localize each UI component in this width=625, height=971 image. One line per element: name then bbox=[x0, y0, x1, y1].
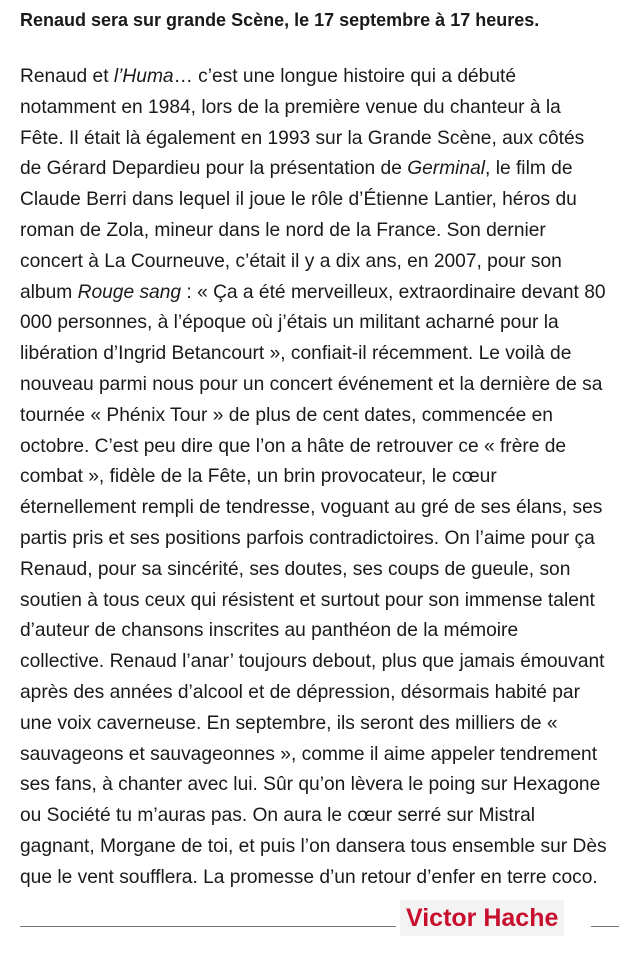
article-line bbox=[20, 616, 620, 647]
article-text: d’auteur de chansons inscrites au panthéon de la mémoire bbox=[20, 620, 519, 642]
article-text: partis pris et ses positions parfois contradictoires. On l’aime pour ça bbox=[20, 527, 595, 549]
italic-title: Rouge sang bbox=[77, 281, 182, 303]
article-text: collective. Renaud l’anar’ toujours debout, plus que jamais émouvant bbox=[20, 651, 605, 673]
article-text: après des années d’alcool et de dépression, désormais habité par bbox=[20, 681, 580, 703]
article-text: sauvageons et sauvageonnes », comme il aime appeler tendrement bbox=[20, 743, 598, 765]
article-text: album bbox=[20, 281, 78, 303]
article-line bbox=[20, 832, 620, 863]
article-body bbox=[20, 62, 620, 894]
article-text: soutien à tous ceux qui résistent et surtout pour son immense talent bbox=[20, 589, 595, 611]
article-text: Renaud, pour sa sincérité, ses doutes, ses coups de gueule, son bbox=[20, 558, 571, 580]
article-line bbox=[20, 709, 620, 740]
article-text: Renaud et bbox=[20, 66, 114, 87]
article-text: : « Ça a été merveilleux, extraordinaire devant 80 bbox=[181, 281, 606, 303]
article-line bbox=[20, 154, 620, 185]
article-line bbox=[20, 524, 620, 555]
article-line bbox=[20, 586, 620, 617]
article-line bbox=[20, 647, 620, 678]
article-line bbox=[20, 432, 620, 463]
article-text: notamment en 1984, lors de la première venue du chanteur à la bbox=[20, 96, 561, 118]
article-text: une voix caverneuse. En septembre, ils seront des milliers de « bbox=[20, 712, 558, 734]
italic-title: Germinal bbox=[407, 158, 486, 180]
article-text: … c’est une longue histoire qui a débuté bbox=[173, 66, 517, 87]
article-text: concert à La Courneuve, c’était il y a dix ans, en 2007, pour son bbox=[20, 250, 562, 272]
article-text: roman de Zola, mineur dans le nord de la France. Son dernier bbox=[20, 219, 546, 241]
article-text: tournée « Phénix Tour » de plus de cent dates, commencée en bbox=[20, 404, 553, 426]
footer-divider-left bbox=[20, 926, 396, 927]
footer-divider-right bbox=[591, 926, 619, 927]
article-text: gagnant, Morgane de toi, et puis l’on dansera tous ensemble sur Dès bbox=[20, 835, 607, 857]
article-line bbox=[20, 370, 620, 401]
article-line bbox=[20, 401, 620, 432]
article-text: octobre. C’est peu dire que l’on a hâte de retrouver ce « frère de bbox=[20, 435, 567, 457]
article-line bbox=[20, 678, 620, 709]
article-line bbox=[20, 62, 620, 93]
article-line bbox=[20, 493, 620, 524]
article-line bbox=[20, 339, 620, 370]
article-text: que le vent soufflera. La promesse d’un retour d’enfer en terre coco. bbox=[20, 866, 598, 888]
article-line bbox=[20, 185, 620, 216]
article-text: combat », fidèle de la Fête, un brin provocateur, le cœur bbox=[20, 466, 497, 488]
article-line bbox=[20, 740, 620, 771]
article-text: nouveau parmi nous pour un concert événement et la dernière de sa bbox=[20, 373, 603, 395]
article-line bbox=[20, 278, 620, 309]
article-text: 000 personnes, à l’époque où j’étais un militant acharné pour la bbox=[20, 312, 559, 334]
article-line bbox=[20, 247, 620, 278]
article-line bbox=[20, 863, 620, 894]
article-text: , le film de bbox=[485, 158, 573, 180]
article-line bbox=[20, 555, 620, 586]
author-byline[interactable]: Victor Hache bbox=[400, 900, 564, 936]
italic-title: l’Huma bbox=[113, 66, 174, 87]
article-text: Fête. Il était là également en 1993 sur la Grande Scène, aux côtés bbox=[20, 127, 585, 149]
article-line bbox=[20, 770, 620, 801]
article-line bbox=[20, 216, 620, 247]
article-text: de Gérard Depardieu pour la présentation de bbox=[20, 158, 408, 180]
article-line bbox=[20, 308, 620, 339]
article-headline: Renaud sera sur grande Scène, le 17 septembre à 17 heures. bbox=[20, 10, 540, 30]
article-text: libération d’Ingrid Betancourt », confiait-il récemment. Le voilà de bbox=[20, 343, 572, 365]
article-text: Claude Berri dans lequel il joue le rôle d’Étienne Lantier, héros du bbox=[20, 189, 577, 211]
article-text: éternellement rempli de tendresse, voguant au gré de ses élans, ses bbox=[20, 497, 603, 519]
article-text: ou Société tu m’auras pas. On aura le cœur serré sur Mistral bbox=[20, 805, 536, 827]
article-line bbox=[20, 801, 620, 832]
article-line bbox=[20, 93, 620, 124]
article-text: ses fans, à chanter avec lui. Sûr qu’on lèvera le poing sur Hexagone bbox=[20, 774, 601, 796]
article-line bbox=[20, 124, 620, 155]
article-line bbox=[20, 462, 620, 493]
